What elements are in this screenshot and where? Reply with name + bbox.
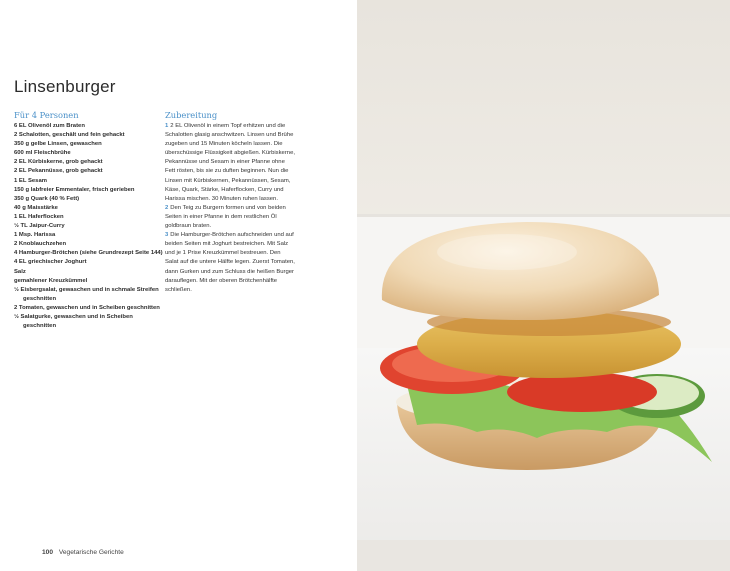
ingredient-item: 2 Tomaten, gewaschen und in Scheiben geschnitten: [14, 304, 160, 311]
servings-heading: Für 4 Personen: [14, 110, 79, 120]
recipe-title: Linsenburger: [14, 77, 116, 97]
ingredient-item: 2 EL Kürbiskerne, grob gehackt: [14, 159, 103, 166]
ingredient-item: ½ Salatgurke, gewaschen und in Scheiben geschnitten: [14, 313, 133, 330]
step-number: 1: [165, 123, 169, 129]
page-number: 100: [42, 549, 54, 556]
ingredient-item: 2 EL Pekannüsse, grob gehackt: [14, 168, 103, 175]
step-number: 2: [165, 204, 169, 211]
step-text: 2 EL Olivenöl in einem Topf erhitzen und die Schalotten glasig anschwitzen. Linsen und Brühe zugeben und 15 Minuten köcheln lassen. Die überschüssige Flüssigkeit abgießen. Kürbiskerne, Pekannüsse und Sesam in einer Pfanne ohne Fett rösten, bis sie zu duften beginnen. Nun die Linsen mit Kürbiskernen, Pekannüssen, Sesam, Käse, Quark, Stärke, Haferflocken, Curry und Harissa mischen. 30 Minuten ruhen lassen.: [165, 123, 295, 202]
ingredient-item: 150 g labfreier Emmentaler, frisch gerieben: [14, 186, 135, 193]
left-page: [0, 0, 357, 571]
preparation-heading: Zubereitung: [165, 110, 218, 120]
right-page: [357, 0, 730, 571]
ingredient-item: 1 EL Haferflocken: [14, 213, 64, 220]
ingredient-item: 40 g Maisstärke: [14, 204, 58, 211]
step-text: Den Teig zu Burgern formen und von beiden Seiten in einer Pfanne in dem restlichen Öl goldbraun braten.: [165, 204, 286, 230]
step-text: Die Hamburger-Brötchen aufschneiden und auf beiden Seiten mit Joghurt bestreichen. Mit Salz und je 1 Prise Kreuzkümmel bestreuen. Den Salat auf die untere Hälfte legen. Zuerst Tomaten, dann Gurken und zum Schluss die heißen Burger darauflegen. Mit der oberen Brötchenhälfte schließen.: [165, 232, 295, 293]
ingredient-item: 1 Msp. Harissa: [14, 232, 56, 239]
ingredient-list: [14, 122, 164, 331]
ingredient-item: 4 Hamburger-Brötchen (siehe Grundrezept Seite 144): [14, 250, 163, 257]
step-number: 3: [165, 232, 169, 239]
preparation-step: [165, 122, 295, 204]
ingredient-item: 350 g Quark (40 % Fett): [14, 195, 80, 202]
ingredient-item: ½ Eisbergsalat, gewaschen und in schmale Streifen geschnitten: [14, 286, 159, 302]
table-edge: [357, 540, 730, 571]
ingredient-item: Salz: [14, 268, 26, 275]
ingredient-item: 1 EL Sesam: [14, 177, 47, 184]
ingredient-item: 6 EL Olivenöl zum Braten: [14, 123, 85, 129]
burger-photo: [357, 0, 730, 571]
ingredient-item: 600 ml Fleischbrühe: [14, 150, 71, 157]
ingredient-item: 2 Knoblauchzehen: [14, 241, 67, 248]
ingredient-item: ½ TL Jaipur-Curry: [14, 223, 65, 230]
preparation-steps: [165, 122, 295, 295]
ingredient-item: 2 Schalotten, geschält und fein gehackt: [14, 132, 125, 139]
chapter-name: Vegetarische Gerichte: [58, 549, 124, 556]
ingredient-item: gemahlener Kreuzkümmel: [14, 277, 88, 284]
ingredient-item: 4 EL griechischer Joghurt: [14, 259, 87, 266]
preparation-step: [165, 231, 295, 295]
preparation-step: [165, 204, 295, 231]
tomato-right: [507, 372, 657, 412]
ingredient-item: 350 g gelbe Linsen, gewaschen: [14, 141, 102, 148]
page-footer: [42, 549, 124, 556]
